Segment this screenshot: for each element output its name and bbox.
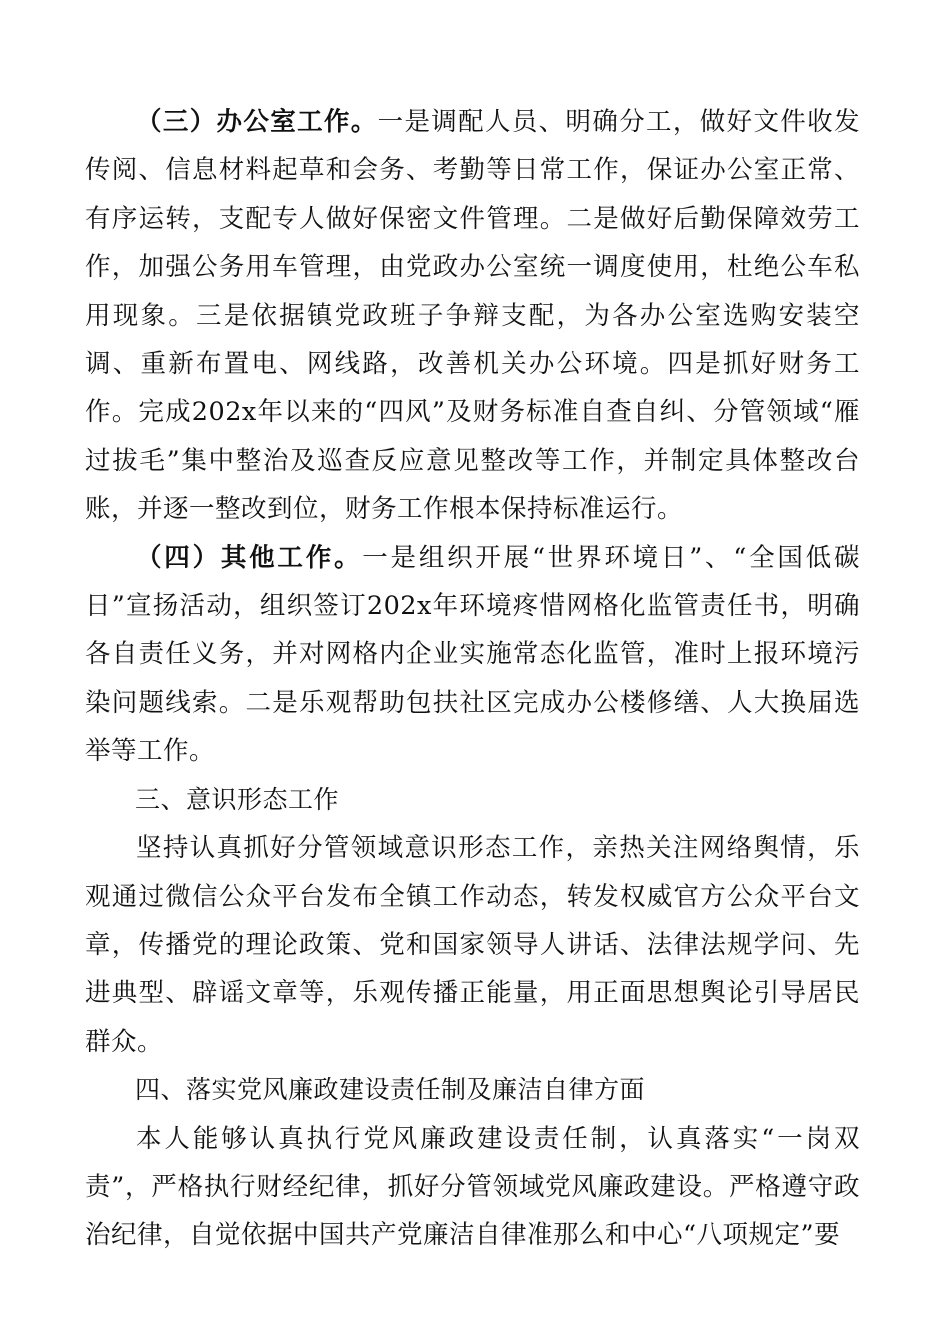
paragraph-ideology: 坚持认真抓好分管领域意识形态工作，亲热关注网络舆情，乐观通过微信公众平台发布全镇工作动态，转发权威官方公众平台文章，传播党的理论政策、党和国家领导人讲话、法律法规学问、先进典型、辟谣文章等，乐观传播正能量，用正面思想舆论引导居民群众。 bbox=[85, 833, 860, 1057]
paragraph-office-work bbox=[85, 98, 860, 534]
paragraph-other-work bbox=[85, 534, 860, 776]
document-body bbox=[85, 98, 860, 1260]
paragraph-lead: （四）其他工作。 bbox=[136, 542, 363, 573]
paragraph-lead: （三）办公室工作。 bbox=[136, 107, 378, 137]
section-heading-integrity: 四、落实党风廉政建设责任制及廉洁自律方面 bbox=[135, 1075, 646, 1105]
section-heading-ideology: 三、意识形态工作 bbox=[135, 784, 340, 814]
paragraph-integrity: 本人能够认真执行党风廉政建设责任制，认真落实“一岗双责”，严格执行财经纪律，抓好分管领域党风廉政建设。严格遵守政治纪律，自觉依据中国共产党廉洁自律准那么和中心“八项规定”要 bbox=[85, 1123, 860, 1251]
paragraph-text: 一是调配人员、明确分工，做好文件收发传阅、信息材料起草和会务、考勤等日常工作，保证办公室正常、有序运转，支配专人做好保密文件管理。二是做好后勤保障效劳工作，加强公务用车管理，由党政办公室统一调度使用，杜绝公车私用现象。三是依据镇党政班子争辩支配，为各办公室选购安装空调、重新布置电、网线路，改善机关办公环境。四是抓好财务工作。完成202x年以来的“四风”及财务标准自查自纠、分管领域“雁过拔毛”集中整治及巡查反应意见整改等工作，并制定具体整改台账，并逐一整改到位，财务工作根本保持标准运行。 bbox=[85, 107, 860, 525]
paragraph-text: 一是组织开展“世界环境日”、“全国低碳日”宣扬活动，组织签订202x年环境疼惜网格化监管责任书，明确各自责任义务，并对网格内企业实施常态化监管，准时上报环境污染问题线索。二是乐观帮助包扶社区完成办公楼修缮、人大换届选举等工作。 bbox=[85, 542, 860, 767]
